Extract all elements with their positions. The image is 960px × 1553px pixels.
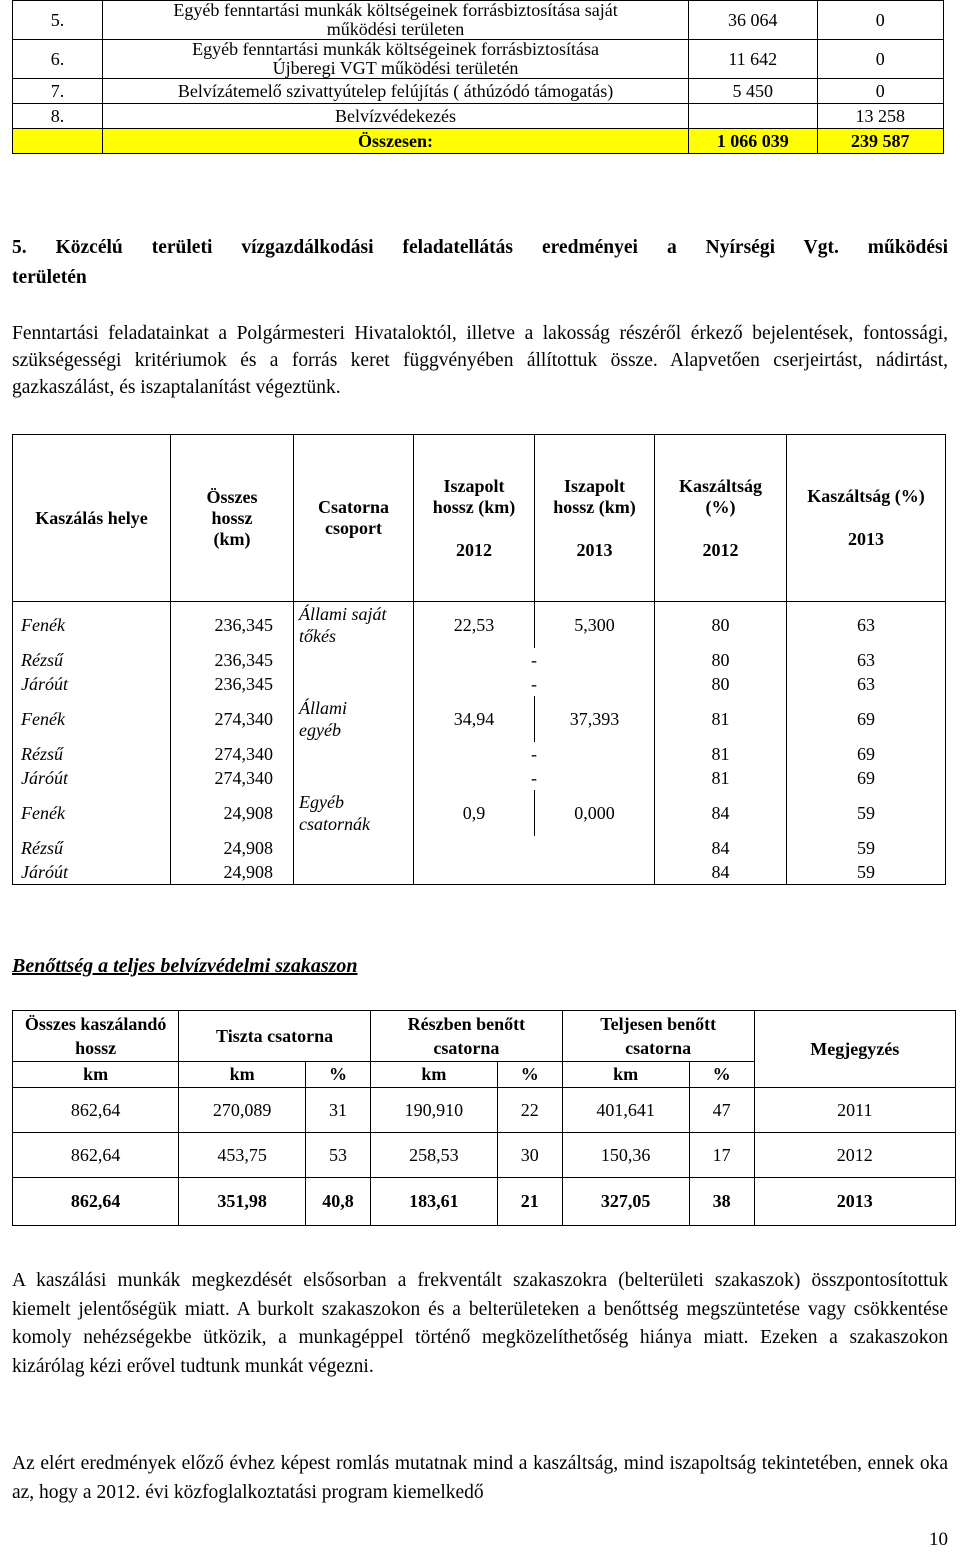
table-row bbox=[13, 672, 946, 696]
length-cell: 274,340 bbox=[171, 696, 294, 742]
header-line: 2013 bbox=[848, 529, 884, 549]
data-cell: 30 bbox=[497, 1133, 562, 1178]
unit-cell: % bbox=[689, 1062, 754, 1088]
table-row bbox=[13, 602, 946, 649]
header-line: 2012 bbox=[702, 539, 739, 560]
data-cell: 862,64 bbox=[13, 1088, 179, 1133]
header-line: 2013 bbox=[576, 539, 613, 560]
unit-cell: km bbox=[179, 1062, 306, 1088]
data-cell: 183,61 bbox=[371, 1178, 498, 1226]
row-description bbox=[103, 1, 689, 40]
place-cell: Járóút bbox=[13, 766, 171, 790]
data-cell: 150,36 bbox=[562, 1133, 689, 1178]
col-header-silt-2012 bbox=[414, 435, 535, 602]
header-line: Kaszáltság (%) bbox=[807, 486, 925, 506]
header-line: (km) bbox=[213, 528, 251, 549]
desc-line: Újberegi VGT működési területén bbox=[272, 58, 519, 78]
data-cell: 21 bbox=[497, 1178, 562, 1226]
mow-2013-cell: 59 bbox=[787, 790, 946, 836]
mow-2013-cell: 59 bbox=[787, 860, 946, 885]
table-row bbox=[13, 696, 946, 742]
col-header-total bbox=[13, 1011, 179, 1062]
header-line: Iszapolt bbox=[443, 475, 505, 496]
sum-value: 239 587 bbox=[817, 129, 944, 154]
mow-2013-cell: 69 bbox=[787, 766, 946, 790]
header-line: Összes bbox=[206, 486, 258, 507]
header-line: Csatorna bbox=[318, 497, 389, 517]
col-header-mow-2012 bbox=[655, 435, 787, 602]
header-line: csatorna bbox=[433, 1038, 500, 1058]
data-cell: 327,05 bbox=[562, 1178, 689, 1226]
data-cell: 22 bbox=[497, 1088, 562, 1133]
page-number: 10 bbox=[929, 1529, 948, 1550]
paragraph: Fenntartási feladatainkat a Polgármesteri Hivataloktól, illetve a lakosság részéről érkező bejelentések, fontossági, szükségességi kritériumok és a forrás keret függvényében állítottuk össze. Alapvetően cserjeirtást, nádirtást, gazkaszálást, és iszaptalanítást végeztünk. bbox=[12, 323, 948, 398]
group-line: Állami bbox=[299, 698, 347, 718]
silt-cell: - bbox=[414, 742, 655, 766]
section-heading bbox=[12, 233, 948, 293]
table-row bbox=[13, 104, 944, 129]
col-header-full bbox=[562, 1011, 754, 1062]
silt-2012-cell: 34,94 bbox=[414, 696, 535, 742]
header-line: Részben benőtt bbox=[407, 1014, 526, 1034]
group-line: Állami saját bbox=[299, 604, 387, 624]
header-line: hossz bbox=[211, 507, 253, 528]
data-cell: 401,641 bbox=[562, 1088, 689, 1133]
value-cell: 11 642 bbox=[688, 40, 817, 79]
table-row bbox=[13, 1088, 956, 1133]
mow-2013-cell: 69 bbox=[787, 742, 946, 766]
header-line: (%) bbox=[705, 496, 736, 517]
sum-value: 1 066 039 bbox=[688, 129, 817, 154]
data-cell: 2012 bbox=[754, 1133, 955, 1178]
length-cell: 24,908 bbox=[171, 790, 294, 836]
place-cell: Rézsű bbox=[13, 742, 171, 766]
mow-2012-cell: 80 bbox=[655, 672, 787, 696]
value-cell: 0 bbox=[817, 40, 944, 79]
length-cell: 24,908 bbox=[171, 836, 294, 860]
group-cell bbox=[294, 836, 414, 860]
data-cell: 31 bbox=[306, 1088, 371, 1133]
mow-2013-cell: 63 bbox=[787, 672, 946, 696]
growth-table bbox=[12, 1010, 956, 1226]
place-cell: Fenék bbox=[13, 790, 171, 836]
silt-2012-cell: 0,9 bbox=[414, 790, 535, 836]
data-cell: 47 bbox=[689, 1088, 754, 1133]
silt-2013-cell: 5,300 bbox=[535, 602, 655, 649]
header-row bbox=[13, 1011, 956, 1062]
data-cell: 17 bbox=[689, 1133, 754, 1178]
table-row bbox=[13, 790, 946, 836]
desc-line: Egyéb fenntartási munkák költségeinek forrásbiztosítása bbox=[192, 39, 599, 59]
place-cell: Járóút bbox=[13, 672, 171, 696]
place-cell: Rézsű bbox=[13, 648, 171, 672]
mow-2013-cell: 63 bbox=[787, 648, 946, 672]
header-line: 2012 bbox=[456, 539, 492, 560]
group-cell bbox=[294, 766, 414, 790]
col-header-mow-2013 bbox=[787, 435, 946, 602]
data-cell: 190,910 bbox=[371, 1088, 498, 1133]
header-line: Kaszáltság bbox=[679, 475, 762, 496]
header-line: Teljesen benőtt bbox=[600, 1014, 717, 1034]
length-cell: 236,345 bbox=[171, 602, 294, 649]
data-cell: 862,64 bbox=[13, 1133, 179, 1178]
group-cell bbox=[294, 742, 414, 766]
length-cell: 274,340 bbox=[171, 766, 294, 790]
table-row bbox=[13, 1178, 956, 1226]
mow-2012-cell: 84 bbox=[655, 790, 787, 836]
table-row bbox=[13, 79, 944, 104]
mow-2012-cell: 80 bbox=[655, 602, 787, 649]
silt-cell bbox=[414, 836, 655, 860]
length-cell: 274,340 bbox=[171, 742, 294, 766]
data-cell: 862,64 bbox=[13, 1178, 179, 1226]
header-line: hossz bbox=[75, 1038, 117, 1058]
unit-cell: km bbox=[13, 1062, 179, 1088]
data-cell: 270,089 bbox=[179, 1088, 306, 1133]
sum-row bbox=[13, 129, 944, 154]
data-cell: 258,53 bbox=[371, 1133, 498, 1178]
silt-cell: - bbox=[414, 648, 655, 672]
group-cell bbox=[294, 602, 414, 649]
paragraph: A kaszálási munkák megkezdését elsősorban a frekventált szakaszokra (belterületi szakaszok) összpontosítottuk kiemelt jelentőségük miatt. A burkolt szakaszokon és a belterületeken a benőttség megszüntetése vagy csökkentése komoly nehézségekbe ütközik, a munkagéppel történő megközelíthetőség hiánya miatt. Ezeken a szakaszokon kizárólag kézi erővel tudtunk munkát végezni. bbox=[12, 1270, 948, 1377]
mow-2012-cell: 81 bbox=[655, 742, 787, 766]
mow-2012-cell: 81 bbox=[655, 696, 787, 742]
heading-line: területén bbox=[12, 267, 87, 288]
table-row bbox=[13, 766, 946, 790]
desc-line: Egyéb fenntartási munkák költségeinek forrásbiztosítása saját bbox=[173, 0, 618, 20]
mowing-table bbox=[12, 434, 946, 885]
table-row bbox=[13, 860, 946, 885]
table-row bbox=[13, 742, 946, 766]
growth-title: Benőttség a teljes belvízvédelmi szakaszon bbox=[12, 955, 358, 977]
data-cell: 2013 bbox=[754, 1178, 955, 1226]
table-row bbox=[13, 648, 946, 672]
group-line: Egyéb bbox=[299, 792, 344, 812]
silt-cell bbox=[414, 860, 655, 885]
silt-2013-cell: 0,000 bbox=[535, 790, 655, 836]
col-header-silt-2013 bbox=[535, 435, 655, 602]
group-line: csatornák bbox=[299, 814, 370, 834]
silt-cell: - bbox=[414, 672, 655, 696]
header-line: hossz (km) bbox=[553, 496, 636, 517]
cost-table bbox=[12, 0, 944, 154]
silt-2012-cell: 22,53 bbox=[414, 602, 535, 649]
row-description: Belvízvédekezés bbox=[103, 104, 689, 129]
mow-2012-cell: 80 bbox=[655, 648, 787, 672]
mow-2012-cell: 81 bbox=[655, 766, 787, 790]
value-cell bbox=[688, 104, 817, 129]
col-header-note: Megjegyzés bbox=[754, 1011, 955, 1088]
unit-cell: km bbox=[562, 1062, 689, 1088]
row-number: 5. bbox=[13, 1, 103, 40]
data-cell: 2011 bbox=[754, 1088, 955, 1133]
row-description bbox=[103, 40, 689, 79]
desc-line: működési területen bbox=[326, 19, 465, 39]
mow-2013-cell: 69 bbox=[787, 696, 946, 742]
place-cell: Fenék bbox=[13, 696, 171, 742]
sum-label: Összesen: bbox=[103, 129, 689, 154]
value-cell: 13 258 bbox=[817, 104, 944, 129]
length-cell: 236,345 bbox=[171, 672, 294, 696]
row-description: Belvízátemelő szivattyútelep felújítás ( áthúzódó támogatás) bbox=[103, 79, 689, 104]
value-cell: 0 bbox=[817, 79, 944, 104]
mow-2012-cell: 84 bbox=[655, 836, 787, 860]
col-header-partial bbox=[371, 1011, 563, 1062]
header-line: csatorna bbox=[625, 1038, 692, 1058]
group-line: egyéb bbox=[299, 720, 341, 740]
data-cell: 40,8 bbox=[306, 1178, 371, 1226]
heading-line: 5. Közcélú területi vízgazdálkodási feladatellátás eredményei a Nyírségi Vgt. működési bbox=[12, 237, 948, 258]
value-cell: 0 bbox=[817, 1, 944, 40]
header-row bbox=[13, 435, 946, 602]
place-cell: Fenék bbox=[13, 602, 171, 649]
sum-blank bbox=[13, 129, 103, 154]
mow-2012-cell: 84 bbox=[655, 860, 787, 885]
header-line: Összes kaszálandó bbox=[24, 1014, 167, 1034]
header-line: Iszapolt bbox=[563, 475, 625, 496]
group-cell bbox=[294, 672, 414, 696]
unit-cell: % bbox=[306, 1062, 371, 1088]
col-header-place: Kaszálás helye bbox=[13, 435, 171, 602]
row-number: 8. bbox=[13, 104, 103, 129]
data-cell: 38 bbox=[689, 1178, 754, 1226]
table-row bbox=[13, 40, 944, 79]
unit-cell: % bbox=[497, 1062, 562, 1088]
header-line: hossz (km) bbox=[432, 496, 516, 517]
col-header-clean: Tiszta csatorna bbox=[179, 1011, 371, 1062]
unit-cell: km bbox=[371, 1062, 498, 1088]
mow-2013-cell: 63 bbox=[787, 602, 946, 649]
data-cell: 351,98 bbox=[179, 1178, 306, 1226]
length-cell: 236,345 bbox=[171, 648, 294, 672]
mow-2013-cell: 59 bbox=[787, 836, 946, 860]
group-cell bbox=[294, 790, 414, 836]
silt-2013-cell: 37,393 bbox=[535, 696, 655, 742]
data-cell: 53 bbox=[306, 1133, 371, 1178]
row-number: 7. bbox=[13, 79, 103, 104]
value-cell: 5 450 bbox=[688, 79, 817, 104]
group-cell bbox=[294, 860, 414, 885]
place-cell: Járóút bbox=[13, 860, 171, 885]
col-header-group bbox=[294, 435, 414, 602]
value-cell: 36 064 bbox=[688, 1, 817, 40]
group-line: tőkés bbox=[299, 626, 336, 646]
length-cell: 24,908 bbox=[171, 860, 294, 885]
group-cell bbox=[294, 648, 414, 672]
place-cell: Rézsű bbox=[13, 836, 171, 860]
paragraph: Az elért eredmények előző évhez képest romlás mutatnak mind a kaszáltság, mind iszapoltság tekintetében, ennek oka az, hogy a 2012. évi közfoglalkoztatási program kiemelkedő bbox=[12, 1453, 948, 1503]
silt-cell: - bbox=[414, 766, 655, 790]
table-row bbox=[13, 1, 944, 40]
table-row bbox=[13, 836, 946, 860]
col-header-length bbox=[171, 435, 294, 602]
group-cell bbox=[294, 696, 414, 742]
header-line: csoport bbox=[325, 518, 382, 538]
row-number: 6. bbox=[13, 40, 103, 79]
table-row bbox=[13, 1133, 956, 1178]
data-cell: 453,75 bbox=[179, 1133, 306, 1178]
